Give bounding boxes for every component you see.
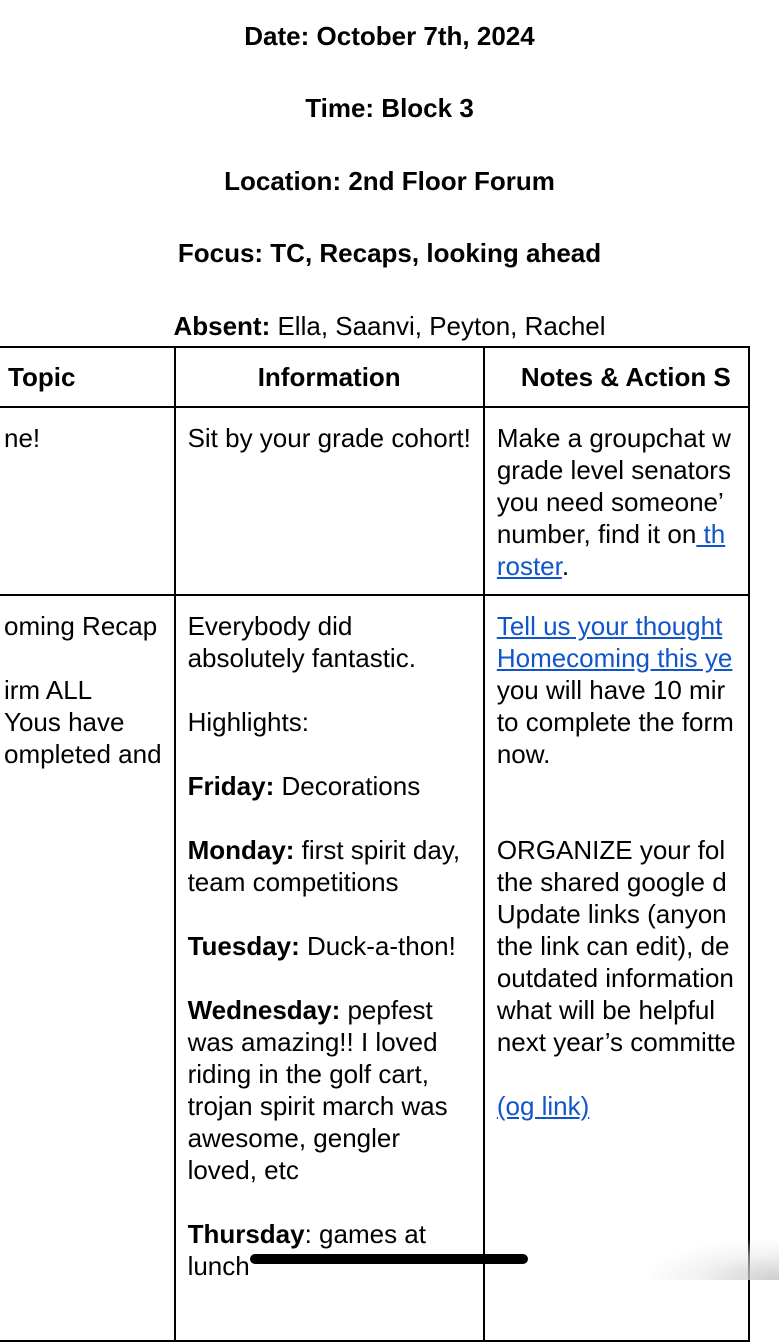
info-line: awesome, gengler [187,1123,401,1153]
table-row [0,407,749,595]
day-label: Wednesday: [187,995,341,1025]
topic-cell [0,407,175,595]
info-line: was amazing!! I loved [187,1027,438,1057]
notes-line: Update links (anyon [496,899,727,929]
day-label: Tuesday: [187,931,300,961]
meeting-time: Time: Block 3 [305,93,474,123]
notes-line [497,518,736,550]
notes-line: next year’s committe [496,1027,736,1057]
information-text: Sit by your grade cohort! [187,423,471,453]
meeting-location: Location: 2nd Floor Forum [224,166,555,196]
day-label: Monday: [187,835,295,865]
info-line: trojan spirit march was [187,1091,448,1121]
topic-line: ompleted and [4,739,162,769]
info-line-wednesday [188,994,471,1026]
notes-line: Make a groupchat w [496,423,731,453]
info-line-monday [188,834,471,866]
notes-text: . [561,551,570,581]
absent-label: Absent: [173,311,271,341]
roster-link[interactable]: roster [496,551,562,581]
roster-link[interactable]: th [696,519,726,549]
notes-line: to complete the form [496,707,734,737]
info-line: riding in the golf cart, [187,1059,429,1089]
feedback-form-link[interactable]: Tell us your thought [496,611,723,641]
home-indicator-bar[interactable] [250,1254,528,1264]
table-header-row [0,347,749,407]
notes-line: grade level senators [496,455,731,485]
information-cell [175,595,484,1341]
notes-line: what will be helpful [496,995,716,1025]
info-line: team competitions [187,867,399,897]
info-line: loved, etc [187,1155,299,1185]
info-line: Highlights: [187,707,309,737]
notes-line: you will have 10 mir [496,675,726,705]
notes-line: outdated information [496,963,734,993]
meeting-date: Date: October 7th, 2024 [244,21,535,51]
table-row [0,595,749,1341]
notes-line: the shared google d [496,867,727,897]
column-header-information: Information [175,347,484,407]
info-line: Everybody did [187,611,353,641]
day-text: Decorations [274,771,421,801]
day-text: : games at [304,1219,426,1249]
info-line: absolutely fantastic. [187,643,416,673]
topic-line: irm ALL [4,675,93,705]
agenda-table [0,346,750,1342]
notes-line: now. [496,739,551,769]
day-text: pepfest [340,995,433,1025]
info-line-friday [188,770,471,802]
absent-names: Ella, Saanvi, Peyton, Rachel [270,311,606,341]
topic-text: ne! [4,423,41,453]
notes-line: you need someone’ [496,487,724,517]
notes-cell [484,595,749,1341]
day-text: Duck-a-thon! [299,931,456,961]
feedback-form-link[interactable]: Homecoming this ye [496,643,733,673]
absent-line [0,310,779,342]
notes-line [497,550,736,582]
info-line-tuesday [188,930,471,962]
notes-line: ORGANIZE your fol [496,835,726,865]
info-line-thursday [188,1218,471,1250]
og-link[interactable]: (og link) [496,1091,590,1121]
column-header-topic: Topic [0,347,175,407]
information-cell [175,407,484,595]
day-label: Friday: [187,771,275,801]
day-text: first spirit day, [294,835,461,865]
topic-line: oming Recap [4,611,158,641]
corner-shadow [649,1240,779,1280]
meeting-focus: Focus: TC, Recaps, looking ahead [177,238,602,268]
topic-line: Yous have [4,707,125,737]
info-line: lunch [187,1251,250,1281]
notes-line: the link can edit), de [496,931,730,961]
column-header-notes: Notes & Action S [484,347,749,407]
day-label: Thursday [187,1219,305,1249]
notes-cell [484,407,749,595]
topic-cell [0,595,175,1341]
notes-text: number, find it on [496,519,697,549]
